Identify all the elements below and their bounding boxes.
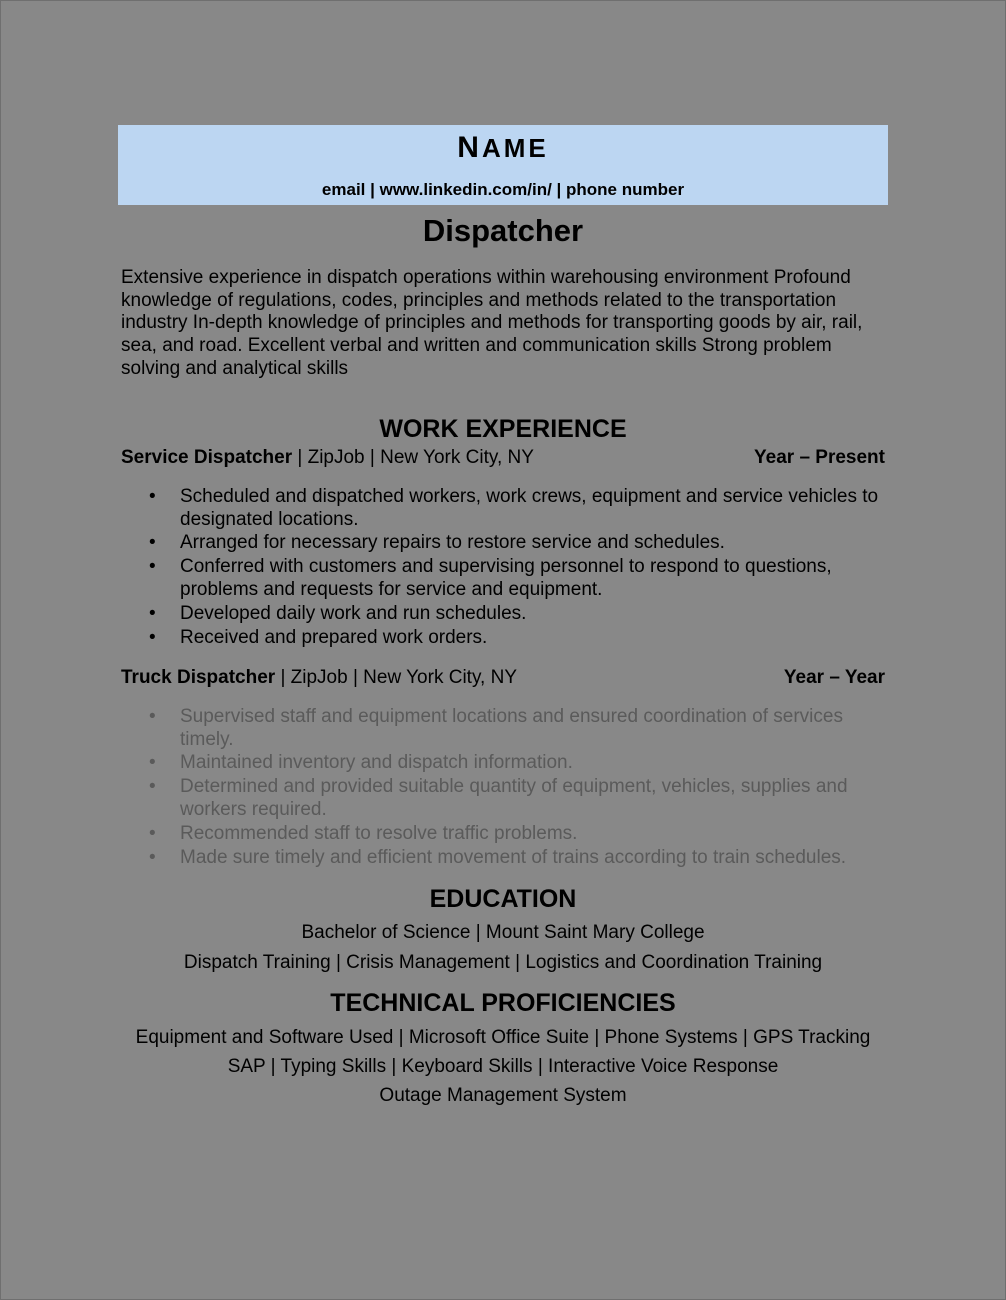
list-item: • Received and prepared work orders. [118,627,888,650]
list-item: • Maintained inventory and dispatch information. [118,752,888,775]
education-line-2: Dispatch Training | Crisis Management | Logistics and Coordination Training [183,952,823,973]
education-heading: EDUCATION [429,885,577,913]
name-rest: AME [481,133,549,163]
technical-proficiencies-heading: TECHNICAL PROFICIENCIES [330,989,676,1017]
job-1-role: Service Dispatcher [121,447,293,468]
work-experience-heading: WORK EXPERIENCE [379,415,627,443]
summary-paragraph: Extensive experience in dispatch operations within warehousing environment Profound knowledge of regulations, codes, principles and methods related to the transportation industry In-depth knowledge of principles and methods for transporting goods by air, rail, sea, and road. Excellent verbal and written and communication skills Strong problem solving and analytical skills [121,267,863,379]
skills-line-2: SAP | Typing Skills | Keyboard Skills | Interactive Voice Response [227,1056,779,1077]
job-2-details: | ZipJob | New York City, NY [275,667,517,688]
job-2-bullets [118,706,888,870]
education-line-1: Bachelor of Science | Mount Saint Mary College [301,922,705,943]
list-item: • Made sure timely and efficient movement of trains according to train schedules. [118,847,888,870]
list-item: • Supervised staff and equipment locations and ensured coordination of services timely. [118,706,888,751]
job-1-bullets [118,486,888,650]
job-1-dates: Year – Present [754,447,885,468]
contact-line: email | www.linkedin.com/in/ | phone number [321,180,685,199]
job-1-line [121,447,885,469]
list-item: • Developed daily work and run schedules. [118,603,888,626]
candidate-name [118,131,888,165]
job-2-role: Truck Dispatcher [121,667,276,688]
list-item: • Determined and provided suitable quantity of equipment, vehicles, supplies and workers required. [118,776,888,821]
header-banner [118,125,888,205]
list-item: • Conferred with customers and supervising personnel to respond to questions, problems and requests for service and equipment. [118,556,888,601]
job-1-details: | ZipJob | New York City, NY [292,447,534,468]
job-2-dates: Year – Year [783,667,885,688]
job-2-line [121,667,885,689]
name-initial: N [457,131,482,164]
skills-line-1: Equipment and Software Used | Microsoft Office Suite | Phone Systems | GPS Tracking [135,1027,871,1048]
job-title: Dispatcher [422,213,584,248]
list-item: • Scheduled and dispatched workers, work crews, equipment and service vehicles to designated locations. [118,486,888,531]
list-item: • Recommended staff to resolve traffic problems. [118,823,888,846]
skills-line-3: Outage Management System [379,1085,627,1106]
list-item: • Arranged for necessary repairs to restore service and schedules. [118,532,888,555]
